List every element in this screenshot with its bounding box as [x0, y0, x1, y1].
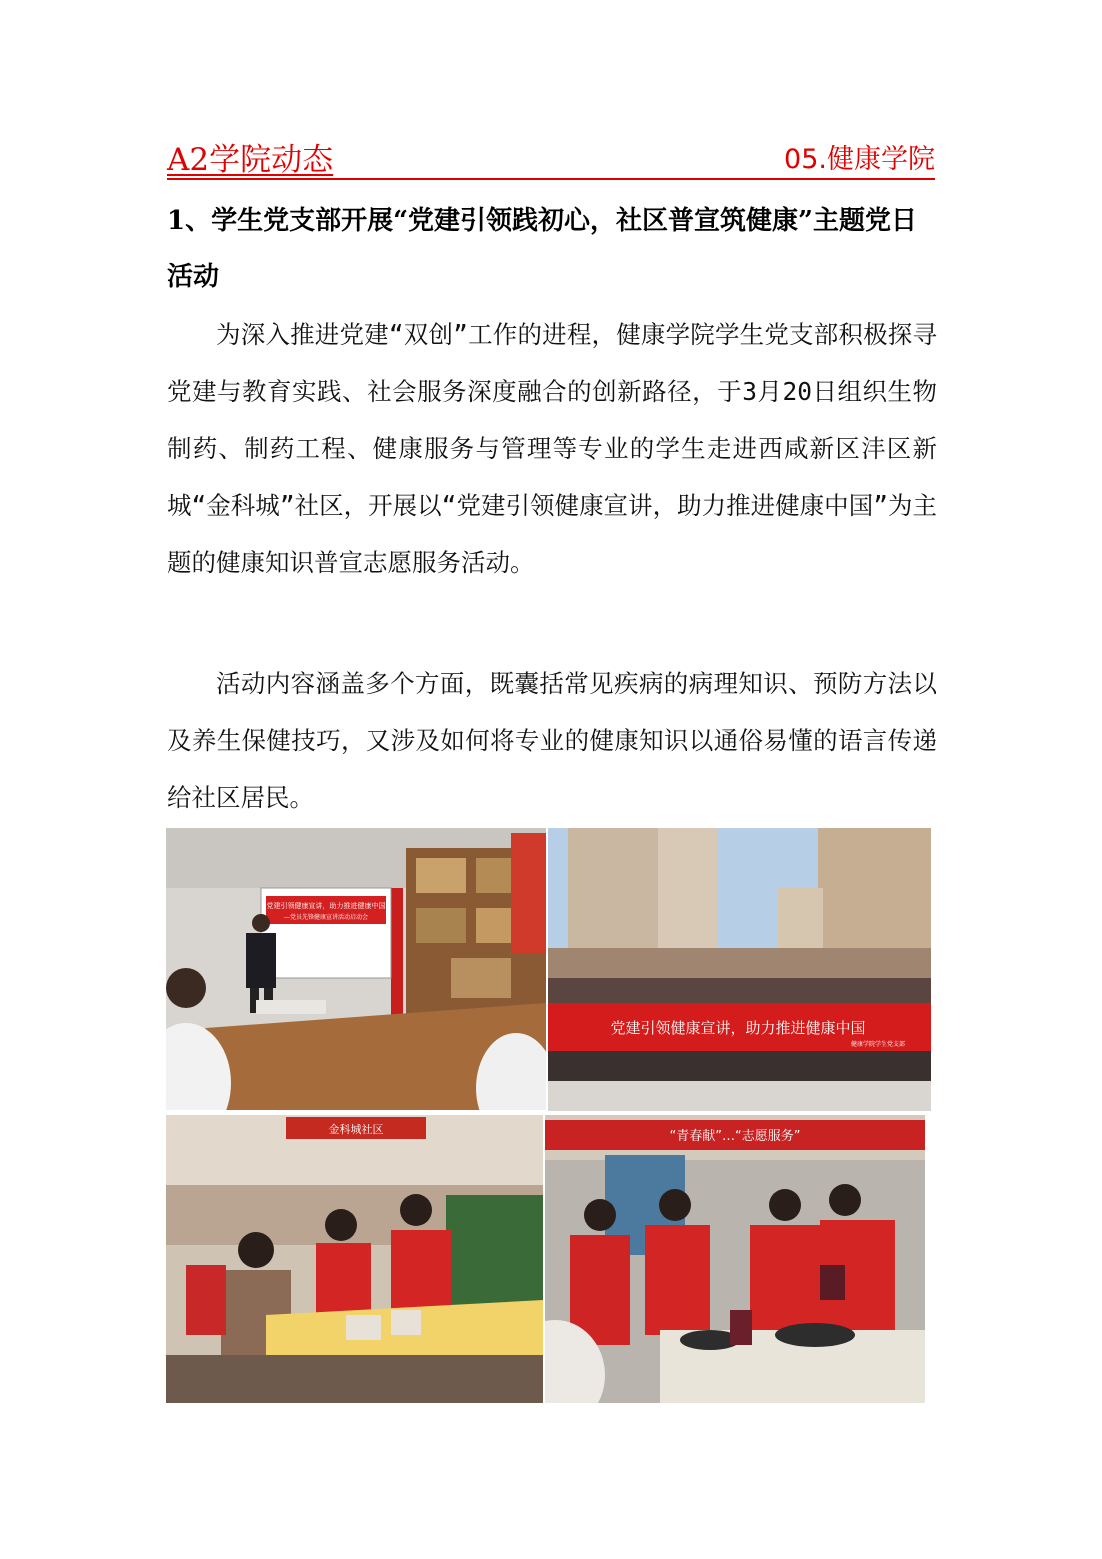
article-title: 1、学生党支部开展“党建引领践初心，社区普宣筑健康”主题党日活动: [167, 206, 918, 292]
meeting-room-photo: [166, 828, 546, 1110]
section-title: A2学院动态: [167, 142, 334, 178]
page-header: [167, 140, 935, 180]
street-table-photo: [166, 1115, 543, 1403]
screen-subtitle-text: —党员先锋健康宣讲活动启动会: [283, 914, 369, 921]
college-label: 05.健康学院: [784, 144, 935, 175]
cooking-demo-photo: [545, 1115, 925, 1403]
event-banner-text: “青春献”…“志愿服务”: [669, 1129, 801, 1144]
banner-subtext: 健康学院学生党支部: [850, 1041, 906, 1048]
article-paragraph-2: 活动内容涵盖多个方面，既囊括常见疾病的病理知识、预防方法以及养生保健技巧，又涉及如何将专业的健康知识以通俗易懂的语言传递给社区居民。: [167, 669, 937, 812]
banner-text: 党建引领健康宣讲，助力推进健康中国: [610, 1019, 866, 1037]
group-banner-photo: [548, 828, 931, 1111]
header-divider: [167, 178, 935, 180]
screen-title-text: 党建引领健康宣讲，助力推进健康中国: [266, 902, 386, 910]
article-paragraph-1: 为深入推进党建“双创”工作的进程，健康学院学生党支部积极探寻党建与教育实践、社会服务深度融合的创新路径，于3月20日组织生物制药、制药工程、健康服务与管理等专业的学生走进西咸新区沣区新城“金科城”社区，开展以“党建引领健康宣讲，助力推进健康中国”为主题的健康知识普宣志愿服务活动。: [167, 320, 937, 577]
sign-text: 金科城社区: [328, 1123, 384, 1136]
